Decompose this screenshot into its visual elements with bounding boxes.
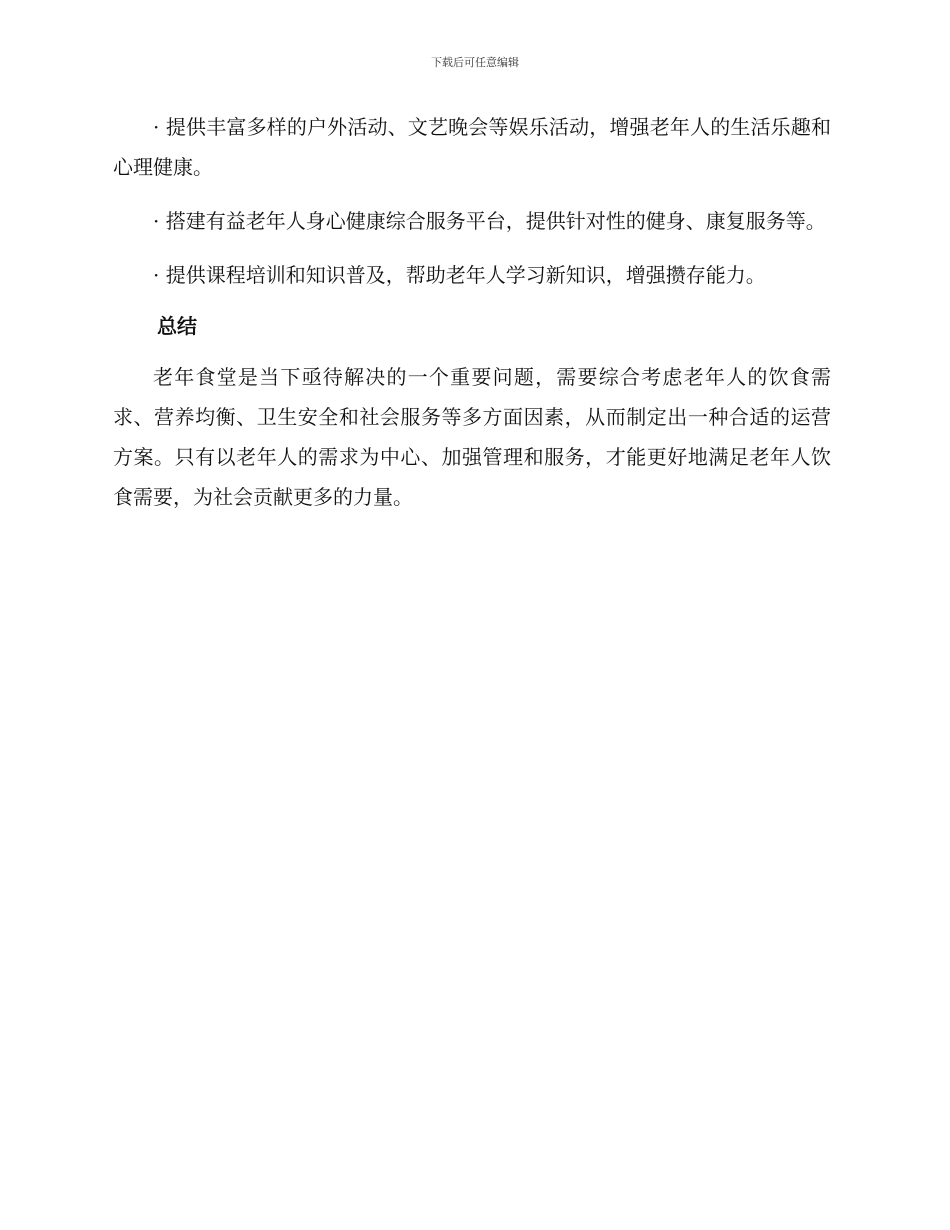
bullet-item-health-platform: · 搭建有益老年人身心健康综合服务平台，提供针对性的健身、康复服务等。 <box>153 209 826 233</box>
bullet-item-training: · 提供课程培训和知识普及，帮助老年人学习新知识，增强攒存能力。 <box>153 263 766 287</box>
summary-paragraph: 老年食堂是当下亟待解决的一个重要问题，需要综合考虑老年人的饮食需求、营养均衡、卫生安全和社会服务等多方面因素，从而制定出一种合适的运营方案。只有以老年人的需求为中心、加强管理和服务，才能更好地满足老年人饮食需要，为社会贡献更多的力量。 <box>113 365 831 509</box>
header-note: 下载后可任意编辑 <box>431 56 519 69</box>
summary-heading: 总结 <box>157 314 197 338</box>
bullet-item-entertainment: · 提供丰富多样的户外活动、文艺晚会等娱乐活动，增强老年人的生活乐趣和心理健康。 <box>113 115 831 179</box>
document-body <box>113 107 831 517</box>
